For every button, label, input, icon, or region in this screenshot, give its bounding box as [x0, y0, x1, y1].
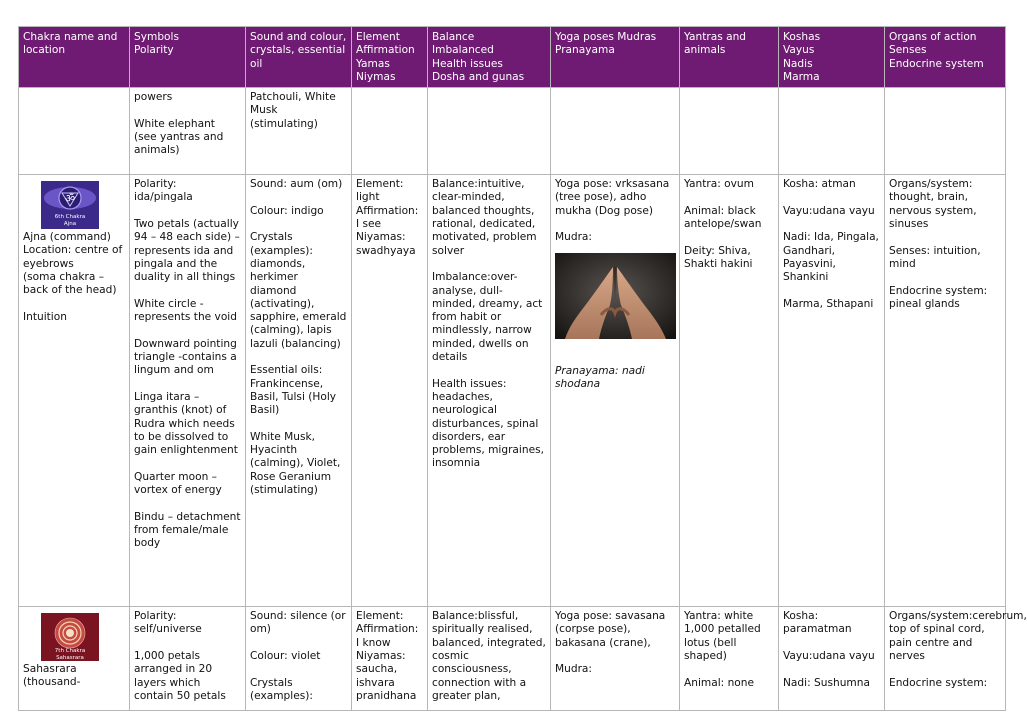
cell-paragraph: Colour: indigo — [250, 204, 324, 217]
cell-paragraph: Sahasrara (thousand- — [23, 663, 81, 689]
cell-paragraph: Organs/system:cerebrum, top of spinal cord, pain centre and nerves — [889, 610, 1027, 663]
cell-name — [19, 607, 130, 711]
badge-name: Sahasrara — [56, 655, 84, 662]
header-line: Endocrine system — [889, 57, 984, 70]
cell-paragraph: Organs/system: thought, brain, nervous system, sinuses — [889, 178, 977, 231]
table-row-continuation — [19, 88, 1006, 175]
chakra-table — [18, 26, 1027, 711]
cell-organs — [885, 175, 1006, 607]
cell-name — [19, 88, 130, 175]
header-line: Niymas — [356, 70, 396, 83]
table-row-sahasrara — [19, 607, 1006, 711]
cell-sound — [246, 607, 352, 711]
cell-paragraph: Yoga pose: savasana (corpse pose), bakasana (crane), — [555, 610, 666, 649]
cell-paragraph: Intuition — [23, 310, 67, 323]
header-row — [19, 27, 1006, 88]
cell-paragraph: Endocrine system: pineal glands — [889, 284, 988, 310]
cell-paragraph: Quarter moon – vortex of energy — [134, 470, 222, 497]
badge-name: Ajna — [63, 221, 77, 228]
cell-yoga — [551, 175, 680, 607]
header-line: Symbols — [134, 31, 179, 43]
header-line: Organs of action — [889, 31, 977, 43]
cell-sound — [246, 88, 352, 175]
yoga-pose-text: Yoga pose: vrksasana (tree pose), adho mukha (Dog pose) — [555, 178, 670, 217]
cell-paragraph: Mudra: — [555, 663, 592, 676]
cell-yantra — [680, 607, 779, 711]
cell-paragraph: Patchouli, White Musk (stimulating) — [250, 91, 336, 130]
cell-paragraph: Ajna (command) Location: centre of eyebrows (soma chakra – back of the head) — [23, 231, 123, 297]
header-line: Element — [356, 31, 400, 43]
cell-paragraph: Essential oils: Frankincense, Basil, Tulsi (Holy Basil) — [250, 364, 337, 417]
cell-paragraph: Balance:blissful, spiritually realised, balanced, integrated, cosmic consciousness, connection with a greater plan, — [432, 610, 546, 702]
cell-symbols — [130, 88, 246, 175]
cell-paragraph: Kosha: atman — [783, 178, 856, 191]
cell-paragraph: Vayu:udana vayu — [783, 204, 875, 217]
header-line: Yoga poses Mudras — [555, 31, 657, 43]
cell-paragraph: Polarity: self/universe — [134, 610, 202, 636]
cell-element — [352, 88, 428, 175]
cell-paragraph: Yantra: white 1,000 petalled lotus (bell shaped) — [684, 610, 761, 663]
cell-paragraph: Vayu:udana vayu — [783, 650, 875, 663]
cell-paragraph: Colour: violet — [250, 650, 321, 663]
header-koshas — [779, 27, 885, 88]
mudra-hands-image — [555, 253, 676, 339]
cell-paragraph: Nadi: Sushumna — [783, 676, 870, 689]
header-line: Chakra name and location — [23, 31, 118, 57]
header-line: Affirmation — [356, 44, 415, 57]
cell-paragraph: Marma, Sthapani — [783, 297, 874, 310]
header-line: Vayus — [783, 44, 815, 57]
cell-yoga — [551, 88, 680, 175]
header-chakra-name — [19, 27, 130, 88]
cell-paragraph: Kosha: paramatman — [783, 610, 852, 636]
cell-paragraph: Crystals (examples): — [250, 676, 313, 702]
cell-kosha — [779, 88, 885, 175]
cell-name — [19, 175, 130, 607]
cell-paragraph: Bindu – detachment from female/male body — [134, 510, 241, 550]
mudra-label: Mudra: — [555, 231, 592, 244]
cell-element — [352, 175, 428, 607]
ajna-chakra-icon — [41, 181, 99, 229]
cell-symbols — [130, 175, 246, 607]
cell-balance — [428, 175, 551, 607]
cell-paragraph: Senses: intuition, mind — [889, 244, 981, 270]
badge-title: 7th Chakra — [54, 648, 86, 655]
cell-paragraph: White circle - represents the void — [134, 297, 237, 324]
cell-organs — [885, 88, 1006, 175]
cell-paragraph: Crystals (examples): diamonds, herkimer diamond (activating), sapphire, emerald (calming), lapis lazuli (balancing) — [250, 231, 347, 350]
cell-paragraph: powers — [134, 91, 173, 104]
cell-element — [352, 607, 428, 711]
cell-paragraph: Endocrine system: — [889, 676, 988, 689]
cell-yantra — [680, 88, 779, 175]
cell-paragraph: White Musk, Hyacinth (calming), Violet, Rose Geranium (stimulating) — [250, 430, 341, 497]
cell-paragraph: Element: light Affirmation: I see Niyamas: swadhyaya — [356, 178, 419, 257]
cell-paragraph: Nadi: Ida, Pingala, Gandhari, Payasvini, Shankini — [783, 231, 879, 284]
header-yantras — [680, 27, 779, 88]
cell-organs — [885, 607, 1027, 711]
cell-paragraph: Animal: none — [684, 676, 755, 689]
header-yoga — [551, 27, 680, 88]
header-line: Koshas — [783, 31, 821, 43]
header-line: Nadis — [783, 57, 813, 70]
cell-kosha — [779, 175, 885, 607]
header-line: Imbalanced — [432, 44, 494, 57]
cell-paragraph: Polarity: ida/pingala — [134, 178, 193, 204]
cell-yantra — [680, 175, 779, 607]
badge-title: 6th Chakra — [54, 214, 86, 221]
cell-paragraph: Deity: Shiva, Shakti hakini — [684, 244, 753, 270]
sahasrara-chakra-icon — [41, 613, 99, 661]
table-row-ajna — [19, 175, 1006, 607]
cell-yoga — [551, 607, 680, 711]
cell-paragraph: Imbalance:over-analyse, dull-minded, dreamy, act from habit or mindlessly, narrow minded, dwells on details — [432, 271, 543, 364]
header-line: Dosha and gunas — [432, 70, 525, 83]
header-organs — [885, 27, 1006, 88]
cell-paragraph: Linga itara – granthis (knot) of Rudra which needs to be dissolved to gain enlightenment — [134, 390, 238, 457]
cell-paragraph: 1,000 petals arranged in 20 layers which contain 50 petals — [134, 650, 226, 702]
header-line: Balance — [432, 31, 475, 43]
header-sound — [246, 27, 352, 88]
cell-paragraph: Sound: silence (or om) — [250, 610, 346, 636]
cell-paragraph: Sound: aum (om) — [250, 178, 343, 191]
cell-paragraph: Element: Affirmation: I know Niyamas: saucha, ishvara pranidhana — [356, 610, 419, 702]
cell-sound — [246, 175, 352, 607]
header-line: Sound and colour, crystals, essential oil — [250, 31, 347, 70]
header-line: Yamas — [356, 57, 390, 70]
header-line: Polarity — [134, 44, 174, 57]
header-line: Marma — [783, 70, 820, 83]
cell-paragraph: Animal: black antelope/swan — [684, 204, 762, 231]
cell-symbols — [130, 607, 246, 711]
header-balance — [428, 27, 551, 88]
header-line: Senses — [889, 44, 927, 57]
cell-balance — [428, 88, 551, 175]
cell-paragraph: Health issues: headaches, neurological disturbances, spinal disorders, ear problems, migraines, insomnia — [432, 377, 544, 470]
header-symbols — [130, 27, 246, 88]
cell-paragraph: Downward pointing triangle -contains a lingum and om — [134, 337, 237, 377]
cell-paragraph: Two petals (actually 94 – 48 each side) – represents ida and pingala and the duality in all things — [134, 218, 240, 284]
header-line: Pranayama — [555, 44, 615, 57]
cell-paragraph: Yantra: ovum — [684, 178, 754, 191]
header-line: Yantras and animals — [684, 31, 747, 57]
cell-kosha — [779, 607, 885, 711]
cell-paragraph: Balance:intuitive, clear-minded, balanced thoughts, rational, dedicated, motivated, problem solver — [432, 178, 537, 257]
cell-balance — [428, 607, 551, 711]
header-element — [352, 27, 428, 88]
badge-glyph: ॐ — [64, 192, 76, 206]
header-line: Health issues — [432, 57, 503, 70]
cell-paragraph: White elephant (see yantras and animals) — [134, 117, 224, 157]
pranayama-text: Pranayama: nadi shodana — [555, 364, 645, 390]
